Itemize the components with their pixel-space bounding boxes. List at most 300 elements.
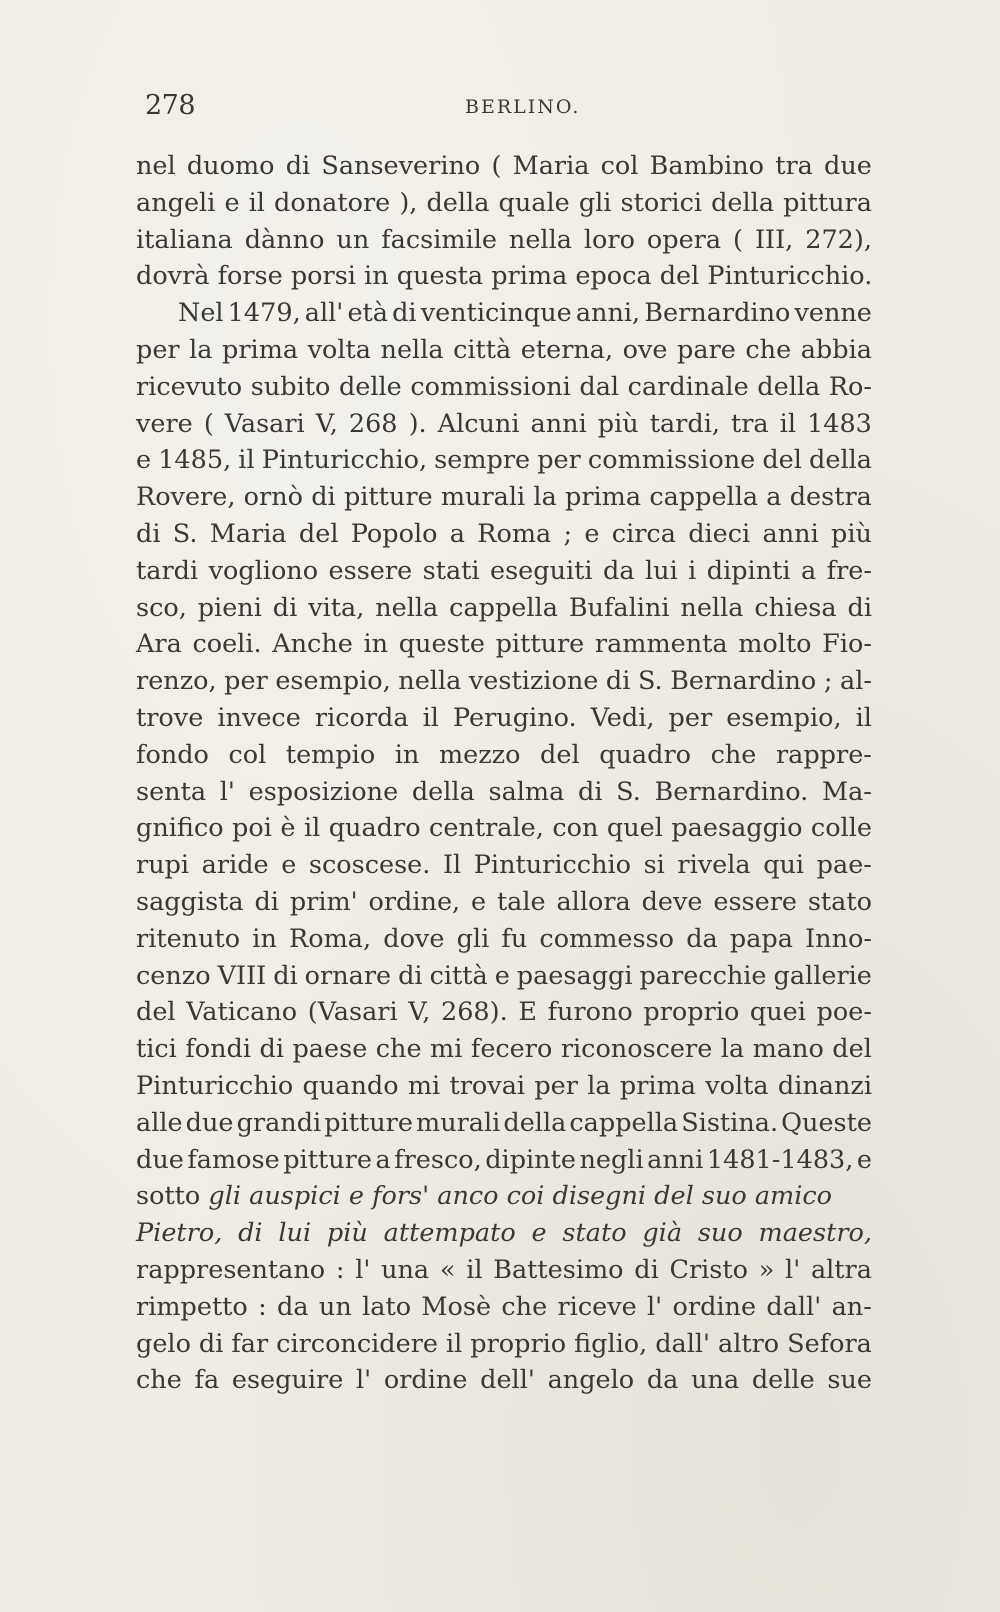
word: Ara: [136, 629, 182, 660]
word: poe-: [816, 997, 872, 1028]
word: essere: [713, 886, 797, 917]
word: duomo: [186, 151, 275, 181]
word: dal: [579, 371, 620, 402]
word: Maria: [512, 151, 590, 181]
word: della: [503, 1107, 567, 1138]
word: Pietro,: [136, 1218, 223, 1249]
text-line: [136, 663, 872, 700]
text-line: [136, 994, 872, 1031]
word: e: [494, 960, 510, 991]
word: più: [326, 1218, 368, 1249]
word: del: [298, 518, 339, 549]
word: esposizione: [248, 776, 399, 807]
word: da: [277, 1291, 309, 1322]
word: con: [552, 813, 599, 844]
word: subito: [250, 371, 331, 402]
word: Roma: [477, 518, 552, 549]
word: i: [688, 555, 697, 586]
word: il: [238, 445, 255, 476]
word: una: [691, 1365, 740, 1396]
word: dove: [383, 923, 445, 954]
word: V,: [408, 997, 431, 1028]
word: tale: [496, 886, 546, 917]
word: Sistina.: [681, 1107, 779, 1138]
word: papa: [729, 923, 793, 954]
word: allora: [556, 886, 631, 917]
word: V,: [315, 408, 338, 439]
word: 268).: [440, 997, 508, 1028]
word: pae-: [816, 850, 872, 881]
word: 1483: [807, 408, 872, 439]
word: quale: [498, 187, 570, 218]
word: eseguire: [231, 1365, 344, 1396]
word: pittura: [783, 187, 872, 218]
word: della: [809, 445, 872, 476]
word: furono: [547, 997, 633, 1028]
word: rivela: [677, 850, 751, 881]
word: murali: [440, 482, 526, 513]
word: »: [758, 1254, 775, 1285]
word: per: [224, 666, 268, 697]
word: del: [762, 445, 802, 476]
word: gelo: [136, 1328, 191, 1359]
word: stato: [562, 1218, 627, 1249]
word: cappella: [569, 1107, 679, 1138]
word: e: [531, 1218, 547, 1249]
word: esempio,: [275, 666, 391, 697]
word: far: [231, 1328, 269, 1359]
word: Popolo: [350, 518, 438, 549]
word: Battesimo: [493, 1254, 624, 1285]
word: Bernardino: [644, 298, 791, 329]
word: ordine: [672, 1291, 757, 1322]
word: Bambino: [649, 151, 765, 181]
word: di: [578, 776, 603, 807]
word: nella: [680, 592, 744, 623]
word: all': [304, 298, 344, 329]
word: Ro-: [828, 371, 872, 402]
text-line: [136, 148, 872, 185]
word: venticinque: [420, 298, 572, 329]
word: Maria: [209, 518, 287, 549]
word: anni,: [575, 298, 641, 329]
word: nella: [508, 224, 572, 255]
word: Rovere,: [136, 482, 236, 513]
word: quando: [302, 1070, 399, 1101]
word: lui: [644, 555, 678, 586]
word: la: [587, 1070, 611, 1101]
word: eterna,: [520, 334, 614, 365]
word: già: [642, 1218, 683, 1249]
word: di: [136, 518, 161, 549]
word: un: [318, 1291, 352, 1322]
word: angeli: [136, 187, 216, 218]
word: invece: [217, 702, 301, 733]
word: cenzo: [136, 960, 211, 991]
word: e: [471, 886, 487, 917]
word: Inno-: [805, 923, 872, 954]
word: essere: [328, 555, 413, 586]
word: tici: [136, 1034, 177, 1065]
text-line: [136, 1252, 872, 1289]
word: del: [540, 739, 580, 770]
word: il: [248, 187, 265, 218]
word: stato: [807, 886, 872, 917]
word: mi: [407, 1070, 441, 1101]
word: S.: [172, 518, 198, 549]
word: di: [198, 1328, 224, 1359]
word: attempato: [383, 1218, 516, 1249]
word: Sanseverino: [321, 151, 481, 181]
word: Bernardino.: [654, 776, 809, 807]
word: fondo: [136, 739, 209, 770]
word: Queste: [781, 1107, 872, 1138]
word: stati: [422, 555, 480, 586]
text-line: [136, 847, 872, 884]
word: il: [855, 702, 872, 733]
word: paesaggio: [671, 813, 803, 844]
word: Roma,: [289, 923, 372, 954]
word: fre-: [826, 555, 872, 586]
word: III,: [754, 224, 794, 255]
text-line: [136, 626, 872, 663]
text-line: [136, 442, 872, 479]
word: una: [381, 1254, 430, 1285]
text-line: [136, 1289, 872, 1326]
word: nel: [136, 151, 176, 181]
word: di: [311, 482, 336, 513]
word: da: [646, 1365, 679, 1396]
word: a: [449, 518, 465, 549]
word: e: [584, 518, 600, 549]
word: gli: [578, 187, 612, 218]
text-line: [136, 1068, 872, 1105]
word: eseguiti: [490, 555, 593, 586]
word: facsimile: [381, 224, 497, 255]
word: ricorda: [314, 702, 409, 733]
text-line: [136, 369, 872, 406]
word: è: [280, 813, 296, 844]
word: in: [252, 923, 277, 954]
word: il: [779, 408, 796, 439]
word: renzo,: [136, 666, 217, 697]
word: la: [189, 334, 213, 365]
word: sempre: [434, 445, 531, 476]
word: Nel: [178, 298, 224, 329]
word: coeli.: [192, 629, 262, 660]
word: l': [219, 776, 235, 807]
word: pitture: [343, 482, 433, 513]
word: commissioni: [410, 371, 571, 402]
text-line: [136, 406, 872, 443]
word: «: [439, 1254, 456, 1285]
word: dall': [655, 1328, 711, 1359]
word: età: [347, 298, 388, 329]
word: che: [501, 1291, 548, 1322]
word: delle: [751, 1365, 815, 1396]
word: centrale,: [429, 813, 544, 844]
word: di: [238, 1218, 263, 1249]
word: riconoscere: [560, 1034, 713, 1065]
text-line: [136, 516, 872, 553]
word: tempio: [285, 739, 376, 770]
word: (: [491, 151, 502, 181]
word: il: [303, 813, 321, 844]
word: Vaticano: [186, 997, 298, 1028]
word: Vedi,: [590, 702, 655, 733]
word: cappella: [449, 592, 558, 623]
word: lui: [278, 1218, 312, 1249]
text-line-mixed: [136, 1178, 872, 1215]
word: in: [394, 739, 420, 770]
word: cappella: [649, 482, 759, 513]
text-line: [136, 810, 872, 847]
word: quel: [606, 813, 663, 844]
word: col: [600, 151, 639, 181]
word: anni: [530, 408, 587, 439]
word: alle: [136, 1107, 183, 1138]
word: nella: [375, 592, 439, 623]
word: E: [518, 997, 537, 1028]
word: per: [668, 702, 713, 733]
word: 1479,: [227, 298, 301, 329]
word: che: [745, 334, 792, 365]
text-line: [136, 222, 872, 259]
word: angelo: [547, 1365, 635, 1396]
text-line: [136, 774, 872, 811]
word: tardi,: [649, 408, 720, 439]
text-line: [136, 590, 872, 627]
word: gli: [456, 923, 490, 954]
word: due: [824, 151, 872, 181]
word: quadro: [599, 739, 692, 770]
page-number: 278: [145, 90, 196, 121]
word: rappresentano: [136, 1254, 326, 1285]
word: prima: [222, 334, 299, 365]
word: S.: [616, 776, 641, 807]
word: città: [453, 334, 512, 365]
word: rappre-: [775, 739, 872, 770]
word: Sefora: [787, 1328, 872, 1359]
word: vogliono: [208, 555, 319, 586]
word: ).: [408, 408, 427, 439]
word: queste: [398, 629, 485, 660]
word: circa: [611, 518, 676, 549]
word: del: [832, 1034, 872, 1065]
running-head: BERLINO.: [465, 96, 581, 118]
word: pitture: [324, 1107, 413, 1138]
text-line-italic: [136, 1215, 872, 1252]
word: più: [831, 518, 872, 549]
word: Alcuni: [437, 408, 520, 439]
word: di: [605, 666, 631, 697]
word: (: [733, 224, 743, 255]
word: cardinale: [627, 371, 749, 402]
word: dipinte: [485, 1144, 576, 1175]
word: l': [356, 1365, 372, 1396]
word: da: [603, 555, 635, 586]
word: VIII: [217, 960, 267, 991]
word: Pinturicchio,: [261, 445, 428, 476]
word: lato: [362, 1291, 412, 1322]
word: qui: [763, 850, 805, 881]
word: poi: [232, 813, 272, 844]
word: ornò: [243, 482, 303, 513]
word: dinanzi: [777, 1070, 872, 1101]
word: Bufalini: [568, 592, 670, 623]
word: del: [136, 997, 176, 1028]
word: due: [136, 1144, 184, 1175]
word: scoscese.: [308, 850, 431, 881]
word: città: [429, 960, 488, 991]
word: e: [281, 850, 297, 881]
word: Pinturicchio: [473, 850, 631, 881]
text-line: [136, 958, 872, 995]
word: dànno: [244, 224, 325, 255]
word: saggista: [136, 886, 244, 917]
word: Il: [442, 850, 462, 881]
word: grandi: [236, 1107, 322, 1138]
word: fa: [194, 1365, 220, 1396]
word: di: [285, 151, 311, 181]
word: ),: [399, 187, 418, 218]
word: di: [273, 960, 298, 991]
text-line: [136, 332, 872, 369]
word: Anche: [272, 629, 353, 660]
word: della: [757, 371, 821, 402]
word: la: [720, 1034, 745, 1065]
text-italic: gli auspici e fors' anco coi disegni del suo amico: [208, 1181, 832, 1212]
word: murali: [416, 1107, 501, 1138]
text-line: dovrà forse porsi in questa prima epoca del Pinturicchio.: [136, 261, 873, 292]
word: italiana: [136, 224, 233, 255]
word: Bernardino: [670, 666, 817, 697]
word: Cristo: [669, 1254, 748, 1285]
word: parecchie: [639, 960, 767, 991]
word: che: [136, 1365, 182, 1396]
word: molto: [738, 629, 812, 660]
text-line: [136, 884, 872, 921]
word: S.: [637, 666, 663, 697]
word: fresco,: [394, 1144, 482, 1175]
word: nella: [398, 666, 462, 697]
word: salma: [488, 776, 565, 807]
text-line: [136, 1362, 872, 1399]
word: famose: [187, 1144, 280, 1175]
word: mano: [752, 1034, 824, 1065]
word: l': [647, 1291, 663, 1322]
word: al-: [840, 666, 872, 697]
word: e: [136, 445, 152, 476]
word: negli: [579, 1144, 644, 1175]
text-line: [136, 921, 872, 958]
word: :: [258, 1291, 267, 1322]
word: rupi: [136, 850, 190, 881]
word: mezzo: [438, 739, 521, 770]
word: senta: [136, 776, 207, 807]
word: a: [375, 1144, 391, 1175]
word: mi: [430, 1034, 463, 1065]
word: due: [185, 1107, 234, 1138]
text-line: [136, 1142, 872, 1179]
word: destra: [789, 482, 872, 513]
word: suo: [697, 1218, 743, 1249]
word: pare: [677, 334, 736, 365]
word: della: [426, 187, 490, 218]
word: prima: [619, 1070, 696, 1101]
word: di: [847, 592, 872, 623]
word: la: [533, 482, 557, 513]
word: an-: [831, 1291, 872, 1322]
word: gallerie: [773, 960, 872, 991]
word: in: [363, 629, 389, 660]
word: :: [335, 1254, 345, 1285]
word: rimpetto: [136, 1291, 248, 1322]
word: Pinturicchio: [136, 1070, 294, 1101]
text-line: [136, 1326, 872, 1363]
word: l': [355, 1254, 371, 1285]
word: per: [534, 1070, 578, 1101]
word: Perugino.: [453, 702, 577, 733]
text-line: [136, 700, 872, 737]
word: della: [411, 776, 475, 807]
word: opera: [646, 224, 722, 255]
word: prima: [565, 482, 642, 513]
word: altro: [718, 1328, 780, 1359]
word: sco,: [136, 592, 187, 623]
word: vita,: [308, 592, 365, 623]
word: ordine,: [368, 886, 461, 917]
text-line: [136, 737, 872, 774]
word: che: [710, 739, 757, 770]
word: (: [203, 408, 214, 439]
word: altra: [810, 1254, 872, 1285]
word: trove: [136, 702, 204, 733]
word: Vasari: [224, 408, 305, 439]
word: pieni: [197, 592, 262, 623]
word: a: [800, 555, 817, 586]
word: tra: [731, 408, 769, 439]
word: di: [254, 886, 279, 917]
word: un: [336, 224, 370, 255]
word: pitture: [495, 629, 585, 660]
word: fondi: [185, 1034, 252, 1065]
word: paesaggi: [516, 960, 633, 991]
text-line: [136, 295, 872, 332]
word: anni: [647, 1144, 704, 1175]
word: loro: [583, 224, 635, 255]
word: col: [228, 739, 267, 770]
word: ritenuto: [136, 923, 241, 954]
word: donatore: [274, 187, 391, 218]
word: pitture: [283, 1144, 372, 1175]
word: il: [466, 1254, 483, 1285]
word: e: [856, 1144, 872, 1175]
word: l': [785, 1254, 801, 1285]
word: dell': [480, 1365, 535, 1396]
word: dipinti: [706, 555, 791, 586]
word: ricevuto: [136, 371, 243, 402]
word: Fio-: [822, 629, 872, 660]
word: commesso: [539, 923, 675, 954]
word: nella: [380, 334, 444, 365]
word: (Vasari: [307, 997, 398, 1028]
word: maestro,: [758, 1218, 872, 1249]
word: proprio: [470, 1328, 567, 1359]
word: il: [445, 1328, 463, 1359]
word: dall': [766, 1291, 822, 1322]
word: e: [224, 187, 240, 218]
